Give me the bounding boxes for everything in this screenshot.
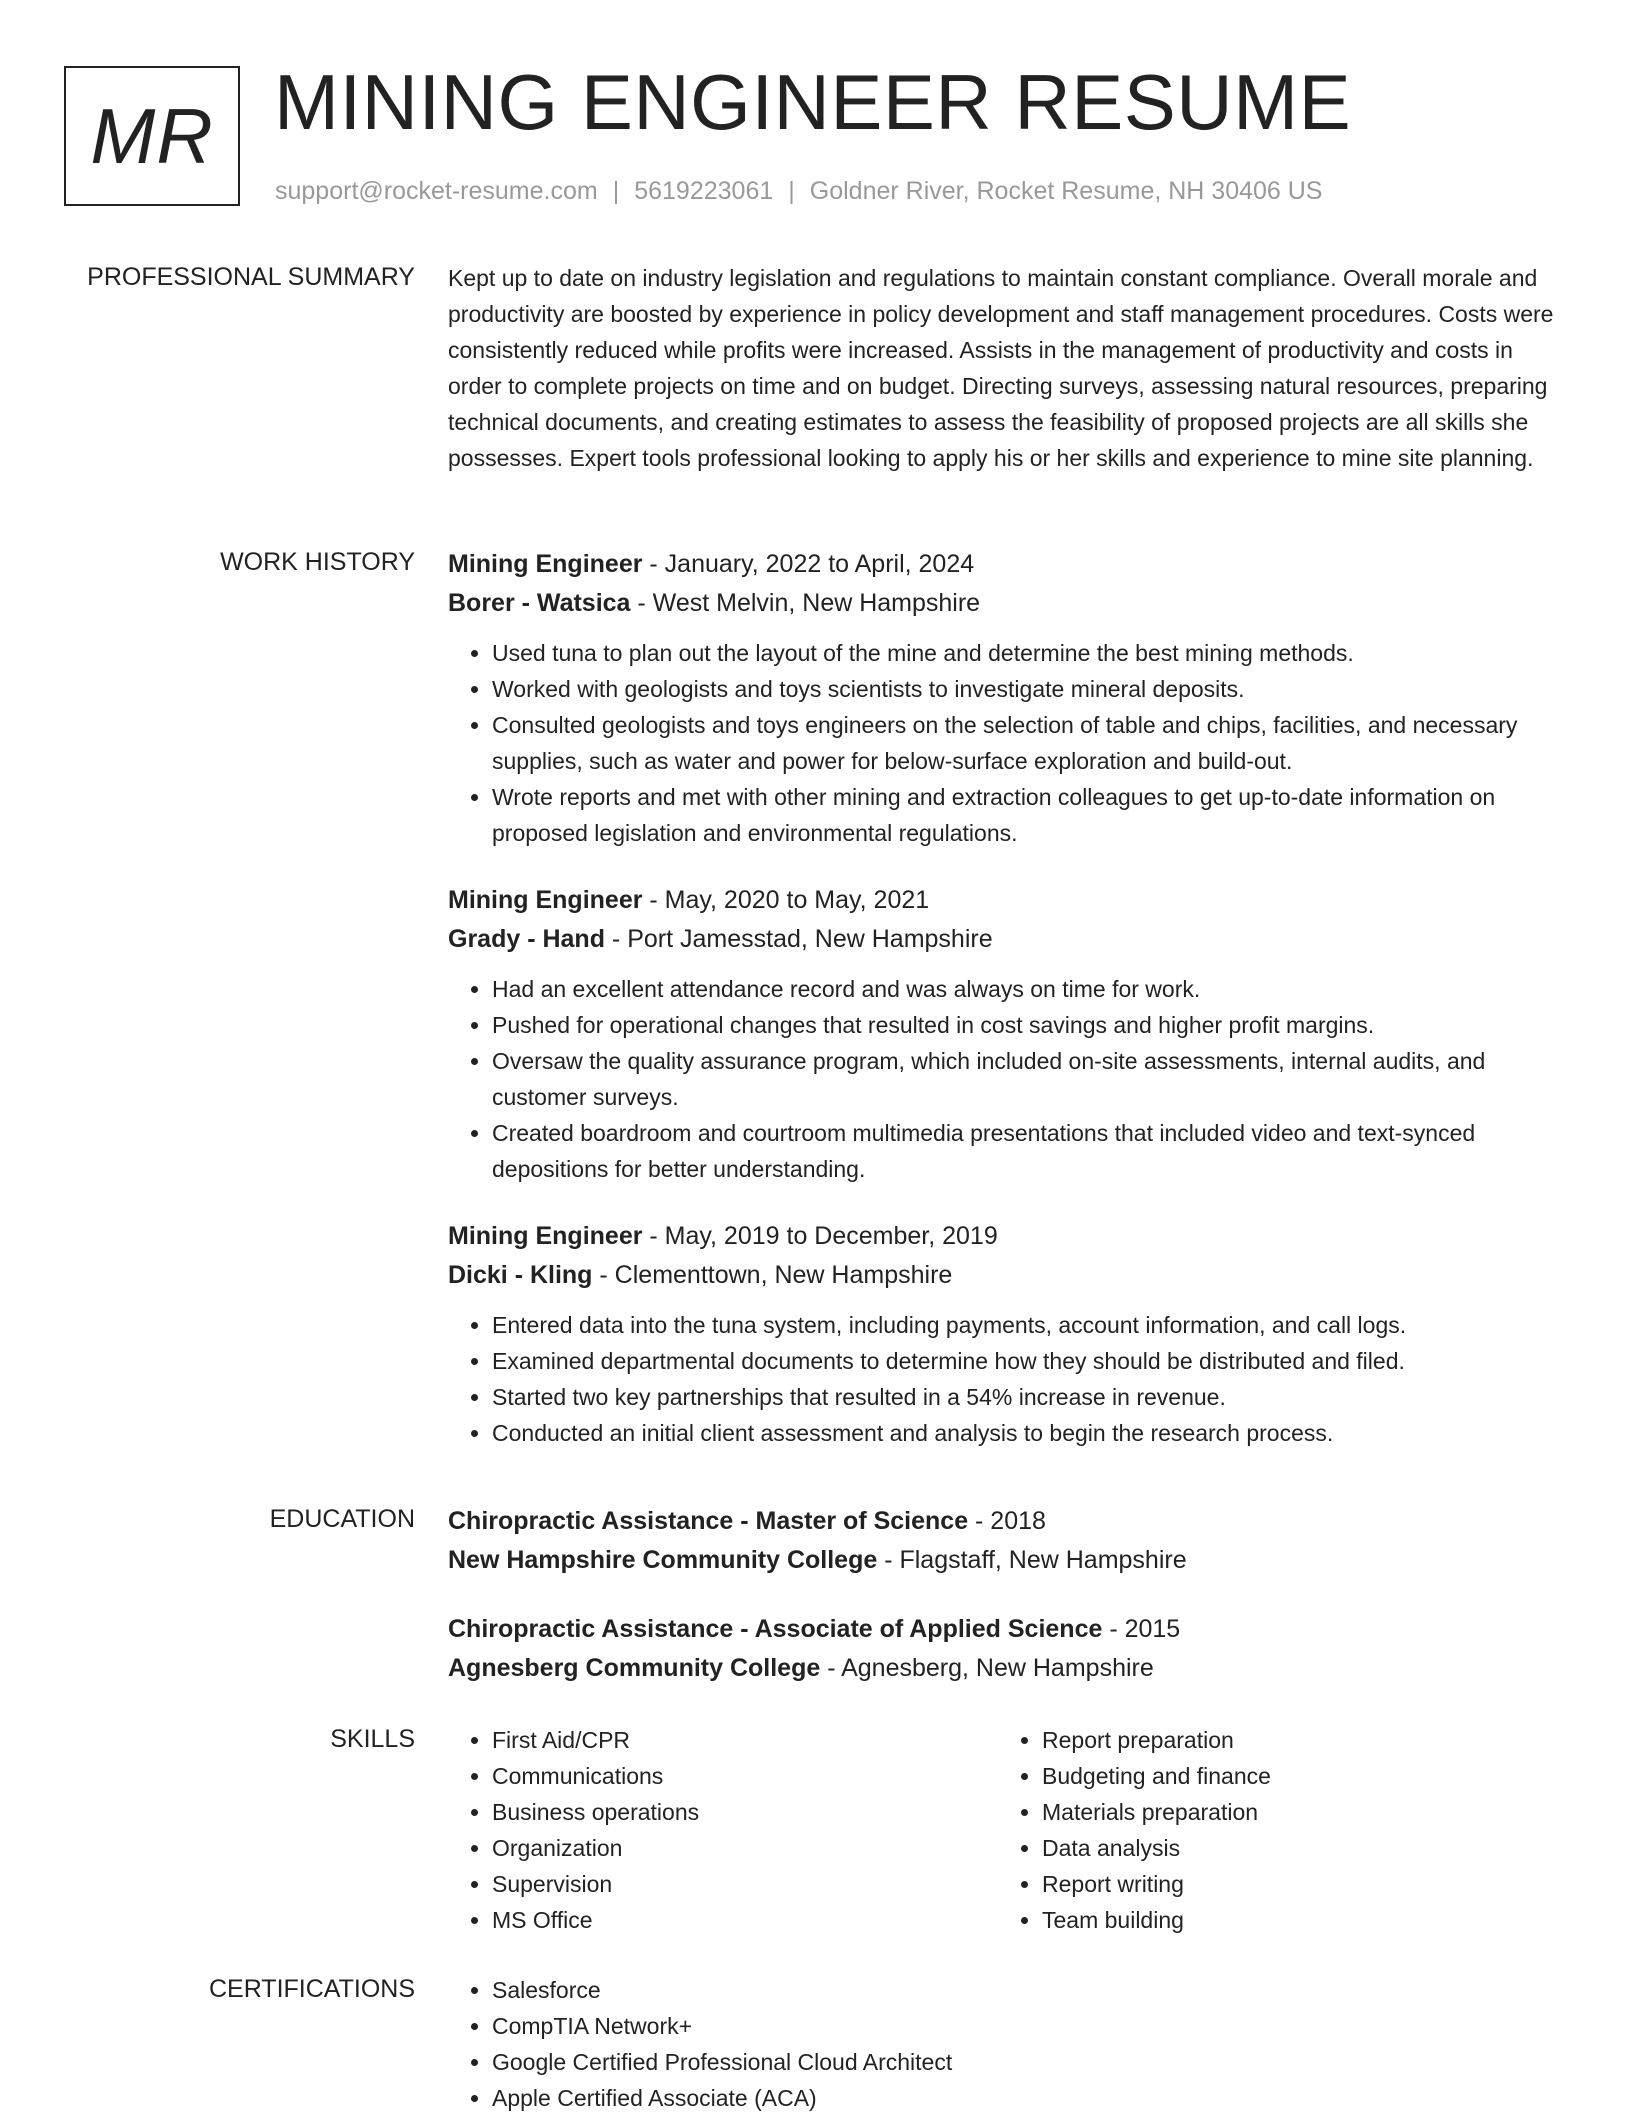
job-bullets [448, 635, 1568, 851]
education-degree: Chiropractic Assistance - Master of Science [448, 1507, 969, 1535]
job-entry [448, 545, 1568, 851]
contact-separator: | [788, 177, 795, 205]
contact-line [275, 174, 1323, 208]
job-role: Mining Engineer [448, 550, 643, 578]
job-dates: - January, 2022 to April, 2024 [642, 550, 975, 578]
job-role: Mining Engineer [448, 1222, 643, 1250]
monogram: MR [64, 66, 240, 206]
skill-item: • Data analysis [1042, 1830, 1548, 1866]
skill-item: • MS Office [492, 1902, 998, 1938]
job-role: Mining Engineer [448, 886, 643, 914]
education-school-line [448, 1649, 1568, 1688]
job-location: - Port Jamesstad, New Hampshire [604, 925, 993, 953]
page-title: MINING ENGINEER RESUME [274, 58, 1352, 146]
work-history-body [448, 545, 1568, 1481]
certification-item: • Apple Certified Associate (ACA) [492, 2080, 1568, 2116]
job-dates: - May, 2020 to May, 2021 [642, 886, 930, 914]
education-degree-line [448, 1610, 1568, 1649]
job-location: - Clementtown, New Hampshire [592, 1261, 953, 1289]
skill-item: • Communications [492, 1758, 998, 1794]
job-bullet: • Had an excellent attendance record and was always on time for work. [492, 971, 1568, 1007]
education-body [448, 1502, 1568, 1718]
job-company: Grady - Hand [448, 925, 605, 953]
skill-item: • Budgeting and finance [1042, 1758, 1548, 1794]
certification-item: • CompTIA Network+ [492, 2008, 1568, 2044]
education-location: - Agnesberg, New Hampshire [820, 1654, 1154, 1682]
education-degree: Chiropractic Assistance - Associate of Applied Science [448, 1615, 1103, 1643]
skills-list-left [448, 1722, 998, 1938]
job-dates: - May, 2019 to December, 2019 [642, 1222, 998, 1250]
job-entry [448, 1217, 1568, 1451]
skill-item: • Materials preparation [1042, 1794, 1548, 1830]
skill-item: • Supervision [492, 1866, 998, 1902]
job-bullet: • Pushed for operational changes that resulted in cost savings and higher profit margins. [492, 1007, 1568, 1043]
education-school: New Hampshire Community College [448, 1546, 878, 1574]
job-bullet: • Entered data into the tuna system, including payments, account information, and call logs. [492, 1307, 1568, 1343]
certification-item: • Salesforce [492, 1972, 1568, 2008]
job-bullets [448, 1307, 1568, 1451]
education-degree-line [448, 1502, 1568, 1541]
skill-item: • Business operations [492, 1794, 998, 1830]
education-school: Agnesberg Community College [448, 1654, 821, 1682]
job-company-line [448, 1256, 1568, 1295]
job-bullet: • Consulted geologists and toys engineers on the selection of table and chips, facilities, and necessary supplies, such as water and power for below-surface exploration and build-out. [492, 707, 1568, 779]
job-bullet: • Examined departmental documents to determine how they should be distributed and filed. [492, 1343, 1568, 1379]
education-entry [448, 1610, 1568, 1688]
education-location: - Flagstaff, New Hampshire [877, 1546, 1187, 1574]
skills-list-right [998, 1722, 1548, 1938]
job-location: - West Melvin, New Hampshire [630, 589, 981, 617]
skill-item: • Organization [492, 1830, 998, 1866]
job-company-line [448, 584, 1568, 623]
job-title-line [448, 1217, 1568, 1256]
job-company: Dicki - Kling [448, 1261, 593, 1289]
job-company-line [448, 920, 1568, 959]
summary-text: Kept up to date on industry legislation and regulations to maintain constant compliance. Overall morale and productivity are boosted by experience in policy development and staff management procedures. Costs were consistently reduced while profits were increased. Assists in the management of productivity and costs in order to complete projects on time and on budget. Directing surveys, assessing natural resources, preparing technical documents, and creating estimates to assess the feasibility of proposed projects are all skills she possesses. Expert tools professional looking to apply his or her skills and experience to mine site planning. [448, 265, 1554, 471]
section-title-work: WORK HISTORY [220, 548, 415, 576]
job-bullet: • Started two key partnerships that resulted in a 54% increase in revenue. [492, 1379, 1568, 1415]
job-bullet: • Used tuna to plan out the layout of the mine and determine the best mining methods. [492, 635, 1568, 671]
education-year: - 2018 [968, 1507, 1046, 1535]
contact-address: Goldner River, Rocket Resume, NH 30406 US [809, 177, 1323, 205]
section-title-summary: PROFESSIONAL SUMMARY [87, 263, 415, 291]
job-bullet: • Oversaw the quality assurance program, which included on-site assessments, internal audits, and customer surveys. [492, 1043, 1568, 1115]
certifications-body [448, 1972, 1568, 2116]
section-title-education: EDUCATION [269, 1505, 415, 1533]
skill-item: • Report preparation [1042, 1722, 1548, 1758]
contact-phone[interactable]: 5619223061 [634, 177, 774, 205]
contact-email[interactable]: support@rocket-resume.com [275, 177, 598, 205]
summary-body [448, 260, 1568, 476]
job-entry [448, 881, 1568, 1187]
skill-item: • Team building [1042, 1902, 1548, 1938]
job-title-line [448, 545, 1568, 584]
job-company: Borer - Watsica [448, 589, 631, 617]
job-bullet: • Created boardroom and courtroom multimedia presentations that included video and text-synced depositions for better understanding. [492, 1115, 1568, 1187]
job-bullet: • Conducted an initial client assessment and analysis to begin the research process. [492, 1415, 1568, 1451]
certifications-list [448, 1972, 1568, 2116]
education-entry [448, 1502, 1568, 1580]
section-title-skills: SKILLS [330, 1725, 415, 1753]
job-bullet: • Wrote reports and met with other mining and extraction colleagues to get up-to-date information on proposed legislation and environmental regulations. [492, 779, 1568, 851]
education-year: - 2015 [1102, 1615, 1181, 1643]
skill-item: • First Aid/CPR [492, 1722, 998, 1758]
job-title-line [448, 881, 1568, 920]
section-title-certifications: CERTIFICATIONS [208, 1975, 415, 2003]
education-school-line [448, 1541, 1568, 1580]
skills-body [448, 1722, 1568, 1938]
certification-item: • Google Certified Professional Cloud Architect [492, 2044, 1568, 2080]
skill-item: • Report writing [1042, 1866, 1548, 1902]
job-bullets [448, 971, 1568, 1187]
contact-separator: | [612, 177, 620, 205]
job-bullet: • Worked with geologists and toys scientists to investigate mineral deposits. [492, 671, 1568, 707]
